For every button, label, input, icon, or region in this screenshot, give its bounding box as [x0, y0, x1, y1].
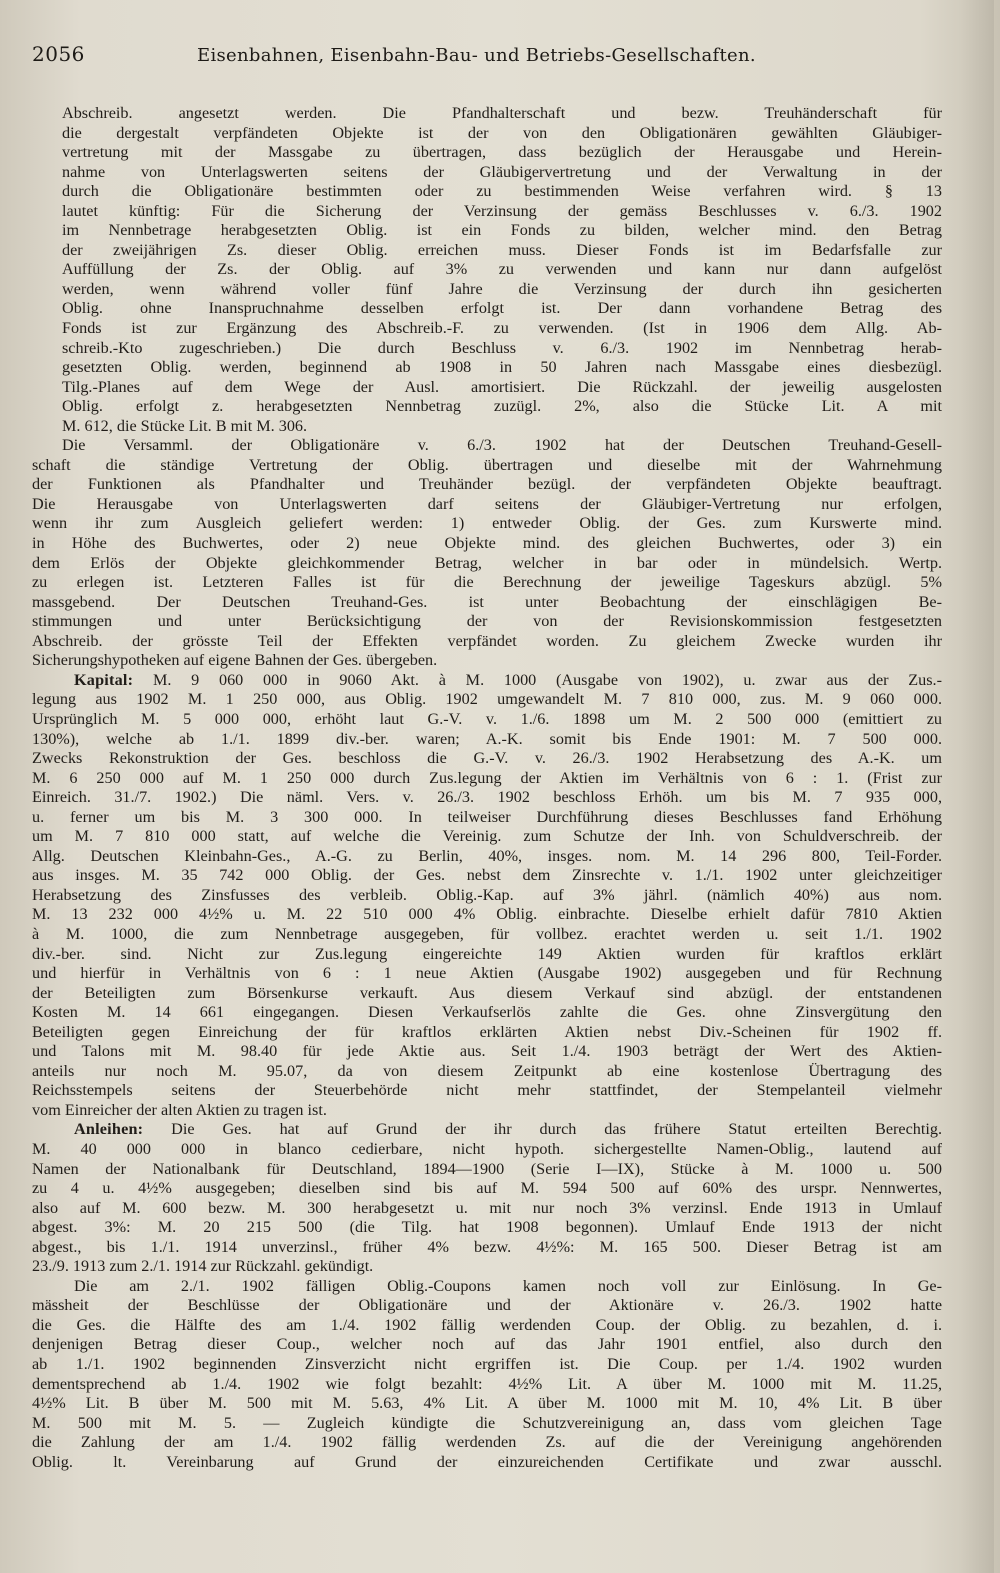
text-line: Die Versamml. der Obligationäre v. 6./3. 1902 hat der Deutschen Treuhand-Gesell-	[62, 436, 942, 455]
text-line: Ursprünglich M. 5 000 000, erhöht laut G.-V. v. 1./6. 1898 um M. 2 500 000 (emittiert zu	[32, 709, 942, 728]
text-line	[32, 671, 942, 691]
text-line: Abschreib. angesetzt werden. Die Pfandhalterschaft und bezw. Treuhänderschaft für	[62, 104, 942, 122]
text-line: M. 500 mit M. 5. — Zugleich kündigte die Schutzvereinigung an, dass vom gleichen Tage	[32, 1413, 942, 1432]
section-heading-kapital: Kapital:	[74, 670, 134, 689]
text-line: aus insges. M. 35 742 000 Oblig. der Ges. nebst dem Zinsrechte v. 1./1. 1902 unter gleichzeitiger	[32, 866, 942, 885]
text-line: Oblig. ohne Inanspruchnahme desselben erfolgt ist. Der dann vorhandene Betrag des	[62, 299, 942, 318]
text-line: 23./9. 1913 zum 2./1. 1914 zur Rückzahl. gekündigt.	[32, 1257, 374, 1276]
paragraph-kapital	[32, 671, 942, 1121]
paragraph-pfandhalterschaft	[32, 104, 942, 436]
text-run: M. 9 060 000 in 9060 Akt. à M. 1000 (Ausgabe von 1902), u. zwar aus der Zus.-	[152, 670, 942, 689]
text-line: Oblig. erfolgt z. herabgesetzten Nennbetrag zuzügl. 2%, also die Stücke Lit. A mit	[62, 397, 942, 416]
text-line: und hierfür in Verhältnis von 6 : 1 neue Aktien (Ausgabe 1902) ausgegeben und für Rechnung	[32, 964, 942, 983]
page-number: 2056	[32, 42, 85, 66]
text-line: legung aus 1902 M. 1 250 000, aus Oblig. 1902 umgewandelt M. 7 810 000, zus. M. 9 060 000.	[32, 690, 942, 709]
text-line: u. ferner um bis M. 3 300 000. In teilweiser Durchführung dieses Beschlusses fand Erhöhung	[32, 807, 942, 826]
text-line: stimmungen und unter Berücksichtigung der von der Revisionskommission festgesetzten	[32, 612, 942, 631]
body-text	[32, 104, 942, 1472]
text-line: die Ges. die Hälfte des am 1./4. 1902 fällig werdenden Coup. der Oblig. zu bezahlen, d. i.	[32, 1315, 942, 1334]
text-line: die Zahlung der am 1./4. 1902 fällig werdenden Zs. auf die der Vereinigung angehörenden	[32, 1433, 942, 1452]
text-line: à M. 1000, die zum Nennbetrage ausgegeben, für vollbez. erachtet werden u. seit 1./1. 1902	[32, 924, 942, 943]
text-line: zu erlegen ist. Letzteren Falles ist für die Berechnung der jeweilige Tageskurs abzügl. 5%	[32, 573, 942, 592]
text-line: mässheit der Beschlüsse der Obligationäre und der Aktionäre v. 26./3. 1902 hatte	[32, 1296, 942, 1315]
text-line: und Talons mit M. 98.40 für jede Aktie aus. Seit 1./4. 1903 beträgt der Wert des Aktien-	[32, 1042, 942, 1061]
text-line: werden, wenn während voller fünf Jahre die Verzinsung der durch ihn gesicherten	[62, 279, 942, 298]
text-line: M. 612, die Stücke Lit. B mit M. 306.	[62, 416, 308, 435]
text-line: vom Einreicher der alten Aktien zu tragen ist.	[32, 1100, 327, 1119]
text-line: durch die Obligationäre bestimmten oder zu bestimmenden Weise verfahren wird. § 13	[62, 182, 942, 201]
text-run: Die Ges. hat auf Grund der ihr durch das frühere Statut erteilten Berechtig.	[171, 1120, 942, 1139]
text-line: Reichsstempels seitens der Steuerbehörde nicht mehr stattfindet, der Stempelanteil vielmehr	[32, 1081, 942, 1100]
paragraph-anleihen	[32, 1120, 942, 1276]
text-line: denjenigen Betrag dieser Coup., welcher noch auf das Jahr 1901 entfiel, also durch den	[32, 1335, 942, 1354]
text-line: im Nennbetrage herabgesetzten Oblig. ist ein Fonds zu bilden, welcher mind. den Betrag	[62, 221, 942, 240]
text-line: also auf M. 600 bezw. M. 300 herabgesetzt u. mit nur noch 3% verzinsl. Ende 1913 in Umlauf	[32, 1198, 942, 1217]
running-title: Eisenbahnen, Eisenbahn-Bau- und Betriebs-Gesellschaften.	[197, 45, 756, 66]
text-line: Tilg.-Planes auf dem Wege der Ausl. amortisiert. Die Rückzahl. der jeweilig ausgelosten	[62, 377, 942, 396]
running-head	[32, 42, 942, 72]
text-line: schaft die ständige Vertretung der Oblig. übertragen und dieselbe mit der Wahrnehmung	[32, 455, 942, 474]
text-line: M. 13 232 000 4½% u. M. 22 510 000 4% Oblig. einbrachte. Dieselbe erhielt dafür 7810 Aktien	[32, 905, 942, 924]
text-line: Zwecks Rekonstruktion der Ges. beschloss die G.-V. v. 26./3. 1902 Herabsetzung des A.-K. um	[32, 749, 942, 768]
page-edge-shadow	[960, 0, 994, 1573]
text-line: Die Herausgabe von Unterlagswerten darf seitens der Gläubiger-Vertretung nur erfolgen,	[32, 494, 942, 513]
text-line: der zweijährigen Zs. dieser Oblig. erreichen muss. Dieser Fonds ist im Bedarfsfalle zur	[62, 240, 942, 259]
text-line: massgebend. Der Deutschen Treuhand-Ges. ist unter Beobachtung der einschlägigen Be-	[32, 592, 942, 611]
text-line: Abschreib. der grösste Teil der Effekten verpfändet worden. Zu gleichem Zwecke wurden ihr	[32, 631, 942, 650]
text-line: div.-ber. sind. Nicht zur Zus.legung eingereichte 149 Aktien wurden für kraftlos erklärt	[32, 944, 942, 963]
text-line: Namen der Nationalbank für Deutschland, 1894—1900 (Serie I—IX), Stücke à M. 1000 u. 500	[32, 1159, 942, 1178]
text-line: um M. 7 810 000 statt, auf welche die Vereinig. zum Schutze der Inh. von Schuldverschreib. der	[32, 827, 942, 846]
text-line: Die am 2./1. 1902 fälligen Oblig.-Coupons kamen noch voll zur Einlösung. In Ge-	[74, 1276, 942, 1295]
text-line: Einreich. 31./7. 1902.) Die näml. Vers. v. 26./3. 1902 beschloss Erhöh. um bis M. 7 935 000,	[32, 788, 942, 807]
text-line: nahme von Unterlagswerten seitens der Gläubigervertretung und der Verwaltung in der	[62, 162, 942, 181]
text-line: Kosten M. 14 661 eingegangen. Diesen Verkaufserlös zahlte die Ges. ohne Zinsvergütung den	[32, 1003, 942, 1022]
text-line: Herabsetzung des Zinsfusses des verbleib. Oblig.-Kap. auf 3% jährl. (nämlich 40%) aus nom.	[32, 885, 942, 904]
text-line: Sicherungshypotheken auf eigene Bahnen der Ges. übergeben.	[32, 651, 438, 670]
text-line: dem Erlös der Objekte gleichkommender Betrag, welcher in bar oder in mündelsich. Wertp.	[32, 553, 942, 572]
text-line: lautet künftig: Für die Sicherung der Verzinsung der gemäss Beschlusses v. 6./3. 1902	[62, 201, 942, 220]
text-line	[32, 1120, 942, 1140]
text-line: Fonds ist zur Ergänzung des Abschreib.-F. zu verwenden. (Ist in 1906 dem Allg. Ab-	[62, 319, 942, 338]
text-line: der Beteiligten zum Börsenkurse verkauft. Aus diesem Verkauf sind abzügl. der entstandenen	[32, 983, 942, 1002]
text-line: 130%), welche ab 1./1. 1899 div.-ber. waren; A.-K. somit bis Ende 1901: M. 7 500 000.	[32, 729, 942, 748]
text-line: Allg. Deutschen Kleinbahn-Ges., A.-G. zu Berlin, 40%, insges. nom. M. 14 296 800, Teil-Forder.	[32, 846, 942, 865]
text-line: Oblig. lt. Vereinbarung auf Grund der einzureichenden Certifikate und zwar ausschl.	[32, 1452, 942, 1471]
text-line: schreib.-Kto zugeschrieben.) Die durch Beschluss v. 6./3. 1902 im Nennbetrag herab-	[62, 338, 942, 357]
text-line: gesetzten Oblig. werden, beginnend ab 1908 in 50 Jahren nach Massgabe eines diesbezügl.	[62, 358, 942, 377]
paragraph-coupons	[32, 1277, 942, 1472]
text-line: in Höhe des Buchwertes, oder 2) neue Objekte mind. des gleichen Buchwertes, oder 3) ein	[32, 534, 942, 553]
paragraph-treuhand	[32, 436, 942, 671]
text-line: anteils nur noch M. 95.07, da von diesem Zeitpunkt ab eine kostenlose Übertragung des	[32, 1061, 942, 1080]
text-line: dementsprechend ab 1./4. 1902 wie folgt bezahlt: 4½% Lit. A über M. 1000 mit M. 11.25,	[32, 1374, 942, 1393]
text-line: M. 40 000 000 in blanco cedierbare, nicht hypoth. sichergestellte Namen-Oblig., lautend auf	[32, 1139, 942, 1158]
text-line: M. 6 250 000 auf M. 1 250 000 durch Zus.legung der Aktien im Verhältnis von 6 : 1. (Frist zur	[32, 768, 942, 787]
text-line: abgest., bis 1./1. 1914 unverzinsl., früher 4% bezw. 4½%: M. 165 500. Dieser Betrag ist am	[32, 1237, 942, 1256]
text-line: Auffüllung der Zs. der Oblig. auf 3% zu verwenden und kann nur dann aufgelöst	[62, 260, 942, 279]
text-line: ab 1./1. 1902 beginnenden Zinsverzicht nicht ergriffen ist. Die Coup. per 1./4. 1902 wurden	[32, 1355, 942, 1373]
text-line: wenn ihr zum Ausgleich geliefert werden: 1) entweder Oblig. der Ges. zum Kurswerte mind.	[32, 514, 942, 533]
text-line: der Funktionen als Pfandhalter und Treuhänder bezügl. der verpfändeten Objekte beauftragt.	[32, 475, 942, 494]
text-line: Beteiligten gegen Einreichung der für kraftlos erklärten Aktien nebst Div.-Scheinen für 1902 ff.	[32, 1022, 942, 1041]
text-line: 4½% Lit. B über M. 500 mit M. 5.63, 4% Lit. A über M. 1000 mit M. 10, 4% Lit. B über	[32, 1394, 942, 1413]
text-line: die dergestalt verpfändeten Objekte ist der von den Obligationären gewählten Gläubiger-	[62, 123, 942, 142]
text-line: abgest. 3%: M. 20 215 500 (die Tilg. hat 1908 begonnen). Umlauf Ende 1913 der nicht	[32, 1218, 942, 1237]
section-heading-anleihen: Anleihen:	[74, 1120, 144, 1139]
text-line: vertretung mit der Massgabe zu übertragen, dass bezüglich der Herausgabe und Herein-	[62, 143, 942, 162]
text-line: zu 4 u. 4½% ausgegeben; dieselben sind bis auf M. 594 500 auf 60% des urspr. Nennwertes,	[32, 1179, 942, 1198]
